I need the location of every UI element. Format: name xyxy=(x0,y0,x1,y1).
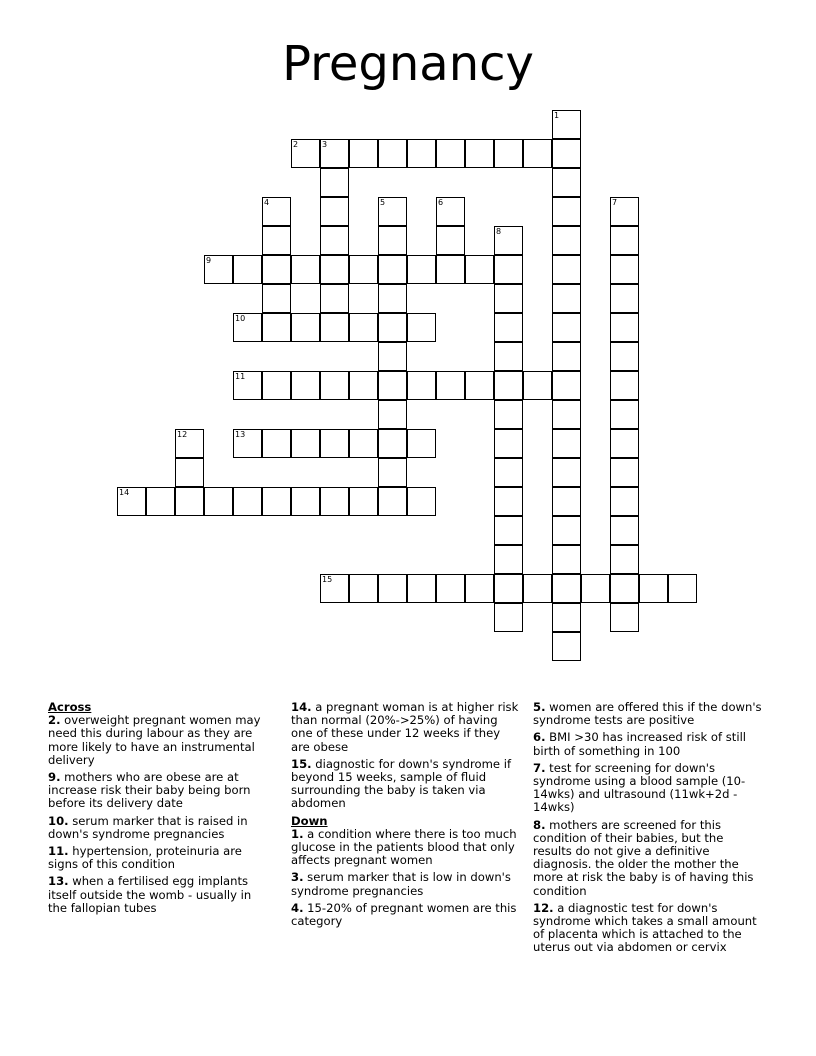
cell-number: 11 xyxy=(235,372,246,381)
grid-cell[interactable] xyxy=(552,516,581,545)
grid-cell[interactable] xyxy=(552,487,581,516)
grid-cell[interactable] xyxy=(349,487,378,516)
clue-text: diagnostic for down's syndrome if beyond 15 weeks, sample of fluid surrounding the baby is taken via abdomen xyxy=(291,756,512,811)
cell-number: 15 xyxy=(322,575,333,584)
grid-cell[interactable] xyxy=(552,458,581,487)
clue-text: hypertension, proteinuria are signs of this condition xyxy=(48,844,242,872)
grid-cell[interactable] xyxy=(552,313,581,342)
cell-number: 12 xyxy=(177,430,188,439)
grid-cell[interactable] xyxy=(291,371,320,400)
clue-text: a diagnostic test for down's syndrome which takes a small amount of placenta which is attached to the uterus out via abdomen or cervix xyxy=(533,900,757,955)
grid-cell[interactable] xyxy=(233,313,262,342)
grid-cell[interactable] xyxy=(552,226,581,255)
grid-cell[interactable] xyxy=(610,197,639,226)
clue-number: 4. xyxy=(291,900,304,915)
cell-number: 3 xyxy=(322,140,328,149)
clue-8 xyxy=(533,819,765,898)
clue-list xyxy=(291,828,521,928)
grid-cell[interactable] xyxy=(291,487,320,516)
grid-cell[interactable] xyxy=(494,603,523,632)
grid-cell[interactable] xyxy=(552,632,581,661)
grid-cell[interactable] xyxy=(407,255,436,284)
grid-cell[interactable] xyxy=(552,284,581,313)
grid-cell[interactable] xyxy=(349,574,378,603)
grid-cell[interactable] xyxy=(552,545,581,574)
clues-column-2 xyxy=(291,701,521,932)
grid-cell[interactable] xyxy=(581,574,610,603)
clue-text: mothers who are obese are at increase risk their baby being born before its delivery date xyxy=(48,770,251,811)
grid-cell[interactable] xyxy=(436,139,465,168)
clue-number: 15. xyxy=(291,756,312,771)
clue-6 xyxy=(533,731,765,757)
grid-cell[interactable] xyxy=(349,255,378,284)
grid-cell[interactable] xyxy=(291,313,320,342)
grid-cell[interactable] xyxy=(465,371,494,400)
clue-number: 9. xyxy=(48,770,61,785)
clue-number: 5. xyxy=(533,700,546,714)
clue-text: test for screening for down's syndrome using a blood sample (10-14wks) and ultrasound (11wk+2d - 14wks) xyxy=(533,760,746,815)
grid-cell[interactable] xyxy=(291,139,320,168)
grid-cell[interactable] xyxy=(378,284,407,313)
grid-cell[interactable] xyxy=(552,574,581,603)
grid-cell[interactable] xyxy=(320,574,349,603)
clue-list xyxy=(48,714,273,915)
grid-cell[interactable] xyxy=(668,574,697,603)
grid-cell[interactable] xyxy=(552,255,581,284)
clue-text: serum marker that is low in down's syndrome pregnancies xyxy=(291,870,511,898)
grid-cell[interactable] xyxy=(262,487,291,516)
clue-9 xyxy=(48,771,273,811)
clues-column-3 xyxy=(533,701,765,959)
grid-cell[interactable] xyxy=(407,574,436,603)
grid-cell[interactable] xyxy=(291,429,320,458)
grid-cell[interactable] xyxy=(320,168,349,197)
cell-number: 9 xyxy=(206,256,212,265)
grid-cell[interactable] xyxy=(610,487,639,516)
clue-number: 12. xyxy=(533,900,554,915)
grid-cell[interactable] xyxy=(320,371,349,400)
grid-cell[interactable] xyxy=(494,284,523,313)
grid-cell[interactable] xyxy=(552,342,581,371)
grid-cell[interactable] xyxy=(552,197,581,226)
grid-cell[interactable] xyxy=(610,603,639,632)
grid-cell[interactable] xyxy=(262,429,291,458)
grid-cell[interactable] xyxy=(262,284,291,313)
grid-cell[interactable] xyxy=(233,487,262,516)
cell-number: 4 xyxy=(264,198,270,207)
grid-cell[interactable] xyxy=(465,139,494,168)
grid-cell[interactable] xyxy=(610,313,639,342)
grid-cell[interactable] xyxy=(378,400,407,429)
clue-list xyxy=(291,701,521,811)
grid-cell[interactable] xyxy=(436,371,465,400)
clue-4 xyxy=(291,902,521,928)
grid-cell[interactable] xyxy=(552,603,581,632)
grid-cell[interactable] xyxy=(407,139,436,168)
grid-cell[interactable] xyxy=(349,313,378,342)
clue-3 xyxy=(291,871,521,897)
grid-cell[interactable] xyxy=(378,371,407,400)
grid-cell[interactable] xyxy=(523,139,552,168)
clue-number: 6. xyxy=(533,730,546,745)
across-heading: Across xyxy=(48,700,92,714)
clue-number: 8. xyxy=(533,817,546,832)
grid-cell[interactable] xyxy=(494,429,523,458)
grid-cell[interactable] xyxy=(320,255,349,284)
grid-cell[interactable] xyxy=(552,371,581,400)
cell-number: 2 xyxy=(293,140,299,149)
grid-cell[interactable] xyxy=(262,255,291,284)
grid-cell[interactable] xyxy=(610,400,639,429)
cell-number: 1 xyxy=(554,111,560,120)
grid-cell[interactable] xyxy=(610,516,639,545)
grid-cell[interactable] xyxy=(494,255,523,284)
grid-cell[interactable] xyxy=(494,139,523,168)
grid-cell[interactable] xyxy=(378,226,407,255)
grid-cell[interactable] xyxy=(494,545,523,574)
grid-cell[interactable] xyxy=(320,429,349,458)
grid-cell[interactable] xyxy=(378,487,407,516)
grid-cell[interactable] xyxy=(320,197,349,226)
clue-text: serum marker that is raised in down's syndrome pregnancies xyxy=(48,813,248,841)
grid-cell[interactable] xyxy=(233,371,262,400)
clue-2 xyxy=(48,714,273,767)
clue-list xyxy=(533,701,765,955)
grid-cell[interactable] xyxy=(378,429,407,458)
clue-text: a condition where there is too much glucose in the patients blood that only affects pregnant women xyxy=(291,826,517,868)
grid-cell[interactable] xyxy=(552,139,581,168)
grid-cell[interactable] xyxy=(262,313,291,342)
grid-cell[interactable] xyxy=(610,226,639,255)
grid-cell[interactable] xyxy=(175,458,204,487)
cell-number: 5 xyxy=(380,198,386,207)
grid-cell[interactable] xyxy=(494,371,523,400)
grid-cell[interactable] xyxy=(552,429,581,458)
clue-14 xyxy=(291,701,521,754)
grid-cell[interactable] xyxy=(407,429,436,458)
grid-cell[interactable] xyxy=(552,400,581,429)
clue-13 xyxy=(48,875,273,915)
grid-cell[interactable] xyxy=(378,139,407,168)
clue-number: 1. xyxy=(291,826,304,841)
grid-cell[interactable] xyxy=(320,313,349,342)
clue-number: 14. xyxy=(291,700,312,714)
grid-cell[interactable] xyxy=(436,226,465,255)
clue-text: a pregnant woman is at higher risk than normal (20%->25%) of having one of these under 12 weeks if they are obese xyxy=(291,700,519,754)
grid-cell[interactable] xyxy=(494,487,523,516)
grid-cell[interactable] xyxy=(523,574,552,603)
grid-cell[interactable] xyxy=(552,110,581,139)
grid-cell[interactable] xyxy=(465,574,494,603)
grid-cell[interactable] xyxy=(320,139,349,168)
grid-cell[interactable] xyxy=(494,400,523,429)
grid-cell[interactable] xyxy=(378,342,407,371)
clue-7 xyxy=(533,762,765,815)
clue-text: mothers are screened for this condition of their babies, but the results do not give a definitive diagnosis. the older the mother the more at risk the baby is of having this condition xyxy=(533,817,754,898)
clue-12 xyxy=(533,902,765,955)
clue-15 xyxy=(291,758,521,811)
grid-cell[interactable] xyxy=(552,168,581,197)
grid-cell[interactable] xyxy=(494,516,523,545)
grid-cell[interactable] xyxy=(320,226,349,255)
clue-10 xyxy=(48,815,273,841)
clue-number: 10. xyxy=(48,813,69,828)
cell-number: 13 xyxy=(235,430,246,439)
grid-cell[interactable] xyxy=(262,197,291,226)
clues-column-1 xyxy=(48,701,273,919)
grid-cell[interactable] xyxy=(349,429,378,458)
grid-cell[interactable] xyxy=(610,255,639,284)
grid-cell[interactable] xyxy=(378,255,407,284)
grid-cell[interactable] xyxy=(465,255,494,284)
down-heading: Down xyxy=(291,813,328,828)
grid-cell[interactable] xyxy=(407,487,436,516)
grid-cell[interactable] xyxy=(291,255,320,284)
grid-cell[interactable] xyxy=(233,429,262,458)
grid-cell[interactable] xyxy=(494,458,523,487)
cell-number: 7 xyxy=(612,198,618,207)
grid-cell[interactable] xyxy=(349,139,378,168)
grid-cell[interactable] xyxy=(262,371,291,400)
clue-11 xyxy=(48,845,273,871)
grid-cell[interactable] xyxy=(378,458,407,487)
clue-number: 13. xyxy=(48,874,69,889)
grid-cell[interactable] xyxy=(378,313,407,342)
grid-cell[interactable] xyxy=(494,574,523,603)
grid-cell[interactable] xyxy=(175,487,204,516)
grid-cell[interactable] xyxy=(494,342,523,371)
grid-cell[interactable] xyxy=(146,487,175,516)
grid-cell[interactable] xyxy=(610,429,639,458)
clue-text: overweight pregnant women may need this during labour as they are more likely to have an instrumental delivery xyxy=(48,713,261,767)
clue-5 xyxy=(533,701,765,727)
grid-cell[interactable] xyxy=(320,487,349,516)
grid-cell[interactable] xyxy=(436,255,465,284)
grid-cell[interactable] xyxy=(436,574,465,603)
clue-text: BMI >30 has increased risk of still birth of something in 100 xyxy=(533,730,747,758)
grid-cell[interactable] xyxy=(378,197,407,226)
grid-cell[interactable] xyxy=(494,226,523,255)
grid-cell[interactable] xyxy=(610,574,639,603)
grid-cell[interactable] xyxy=(204,487,233,516)
grid-cell[interactable] xyxy=(610,458,639,487)
cell-number: 10 xyxy=(235,314,246,323)
grid-cell[interactable] xyxy=(378,574,407,603)
grid-cell[interactable] xyxy=(494,313,523,342)
grid-cell[interactable] xyxy=(204,255,233,284)
clue-number: 3. xyxy=(291,870,304,885)
grid-cell[interactable] xyxy=(407,313,436,342)
clue-number: 7. xyxy=(533,760,546,775)
clue-text: when a fertilised egg implants itself outside the womb - usually in the fallopian tubes xyxy=(48,874,252,915)
cell-number: 8 xyxy=(496,227,502,236)
grid-cell[interactable] xyxy=(262,226,291,255)
grid-cell[interactable] xyxy=(407,371,436,400)
grid-cell[interactable] xyxy=(523,371,552,400)
grid-cell[interactable] xyxy=(436,197,465,226)
grid-cell[interactable] xyxy=(639,574,668,603)
grid-cell[interactable] xyxy=(610,371,639,400)
grid-cell[interactable] xyxy=(233,255,262,284)
grid-cell[interactable] xyxy=(117,487,146,516)
clue-number: 2. xyxy=(48,713,61,728)
grid-cell[interactable] xyxy=(320,284,349,313)
cell-number: 6 xyxy=(438,198,444,207)
cell-number: 14 xyxy=(119,488,130,497)
grid-cell[interactable] xyxy=(349,371,378,400)
grid-cell[interactable] xyxy=(175,429,204,458)
clue-text: 15-20% of pregnant women are this category xyxy=(291,900,517,929)
grid-cell[interactable] xyxy=(610,545,639,574)
grid-cell[interactable] xyxy=(610,342,639,371)
page-title: Pregnancy xyxy=(282,36,534,92)
clue-number: 11. xyxy=(48,844,69,859)
clue-1 xyxy=(291,828,521,868)
grid-cell[interactable] xyxy=(610,284,639,313)
clue-text: women are offered this if the down's syndrome tests are positive xyxy=(533,700,762,728)
